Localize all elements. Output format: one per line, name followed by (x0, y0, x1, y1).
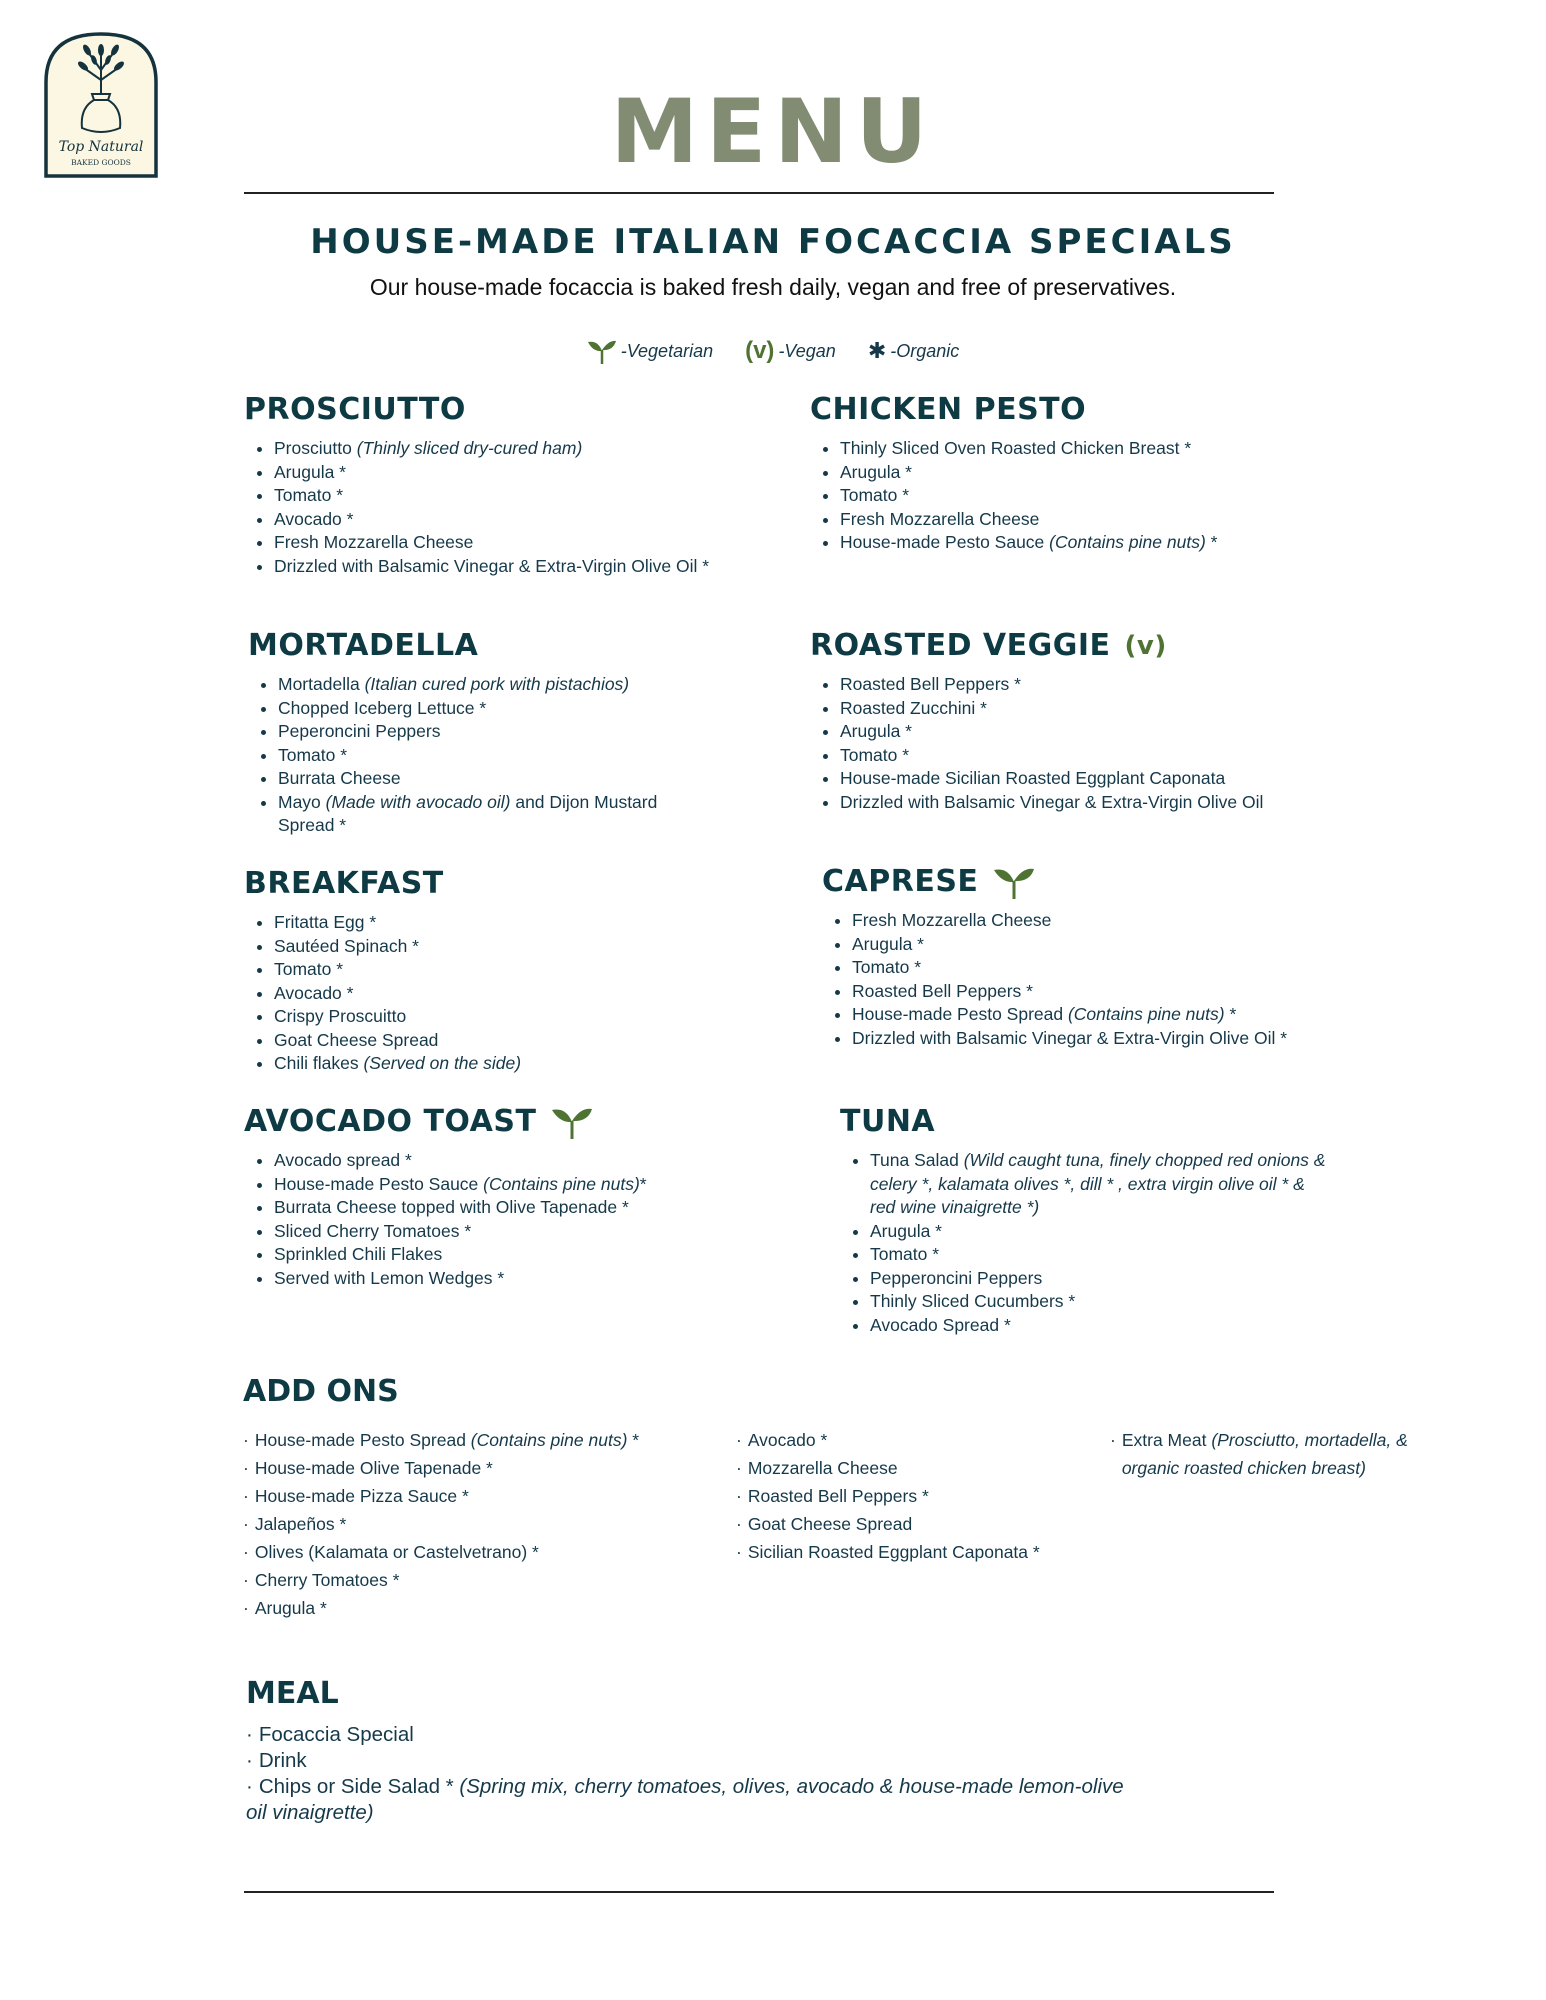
list-item (274, 484, 714, 508)
list-item (278, 767, 718, 791)
item-list (840, 1149, 1330, 1337)
section-chicken-pesto (810, 392, 1330, 555)
list-item (274, 437, 714, 461)
item-text: Tomato * (840, 485, 910, 505)
bullet-icon: · (243, 1570, 249, 1590)
list-item (278, 697, 718, 721)
item-text: Chili flakes (274, 1053, 364, 1073)
section-title (810, 628, 1330, 663)
item-text: House-made Sicilian Roasted Eggplant Caponata (840, 768, 1226, 788)
section-title: MORTADELLA (248, 628, 479, 663)
list-item (274, 461, 714, 485)
logo-brand-subtitle: BAKED GOODS (71, 158, 131, 167)
list-item (278, 673, 718, 697)
item-text: Avocado Spread * (870, 1314, 1011, 1335)
list-item (852, 956, 1342, 980)
item-text: Pepperoncini Peppers (870, 1267, 1043, 1288)
list-item (274, 1243, 724, 1267)
section-prosciutto (244, 392, 714, 578)
list-item (278, 744, 718, 768)
item-text: Sliced Cherry Tomatoes * (274, 1220, 472, 1241)
item-text: Fresh Mozzarella Cheese (840, 508, 1040, 529)
vegan-mark: (v) (745, 337, 775, 364)
list-row (243, 1426, 639, 1454)
item-text: Goat Cheese Spread (747, 1514, 913, 1534)
item-text: Mayo (278, 791, 326, 812)
list-item (274, 508, 714, 532)
item-text: Peperoncini Peppers (278, 721, 441, 741)
list-row (246, 1748, 1146, 1774)
item-text: Drizzled with Balsamic Vinegar & Extra-Virgin Olive Oil * (852, 1027, 1288, 1048)
bullet-icon: · (243, 1514, 249, 1534)
bullet-icon: · (243, 1458, 249, 1478)
list-item (274, 1029, 714, 1053)
item-note: (Served on the side) (363, 1053, 522, 1073)
bullet-icon: · (736, 1486, 742, 1506)
list-item (840, 767, 1330, 791)
list-item (840, 791, 1330, 815)
item-text: House-made Pesto Sauce (274, 1173, 484, 1194)
item-list (822, 909, 1342, 1050)
item-tail: * (1224, 1004, 1237, 1024)
legend-organic-label: -Organic (890, 340, 960, 361)
list-row (736, 1482, 1040, 1510)
item-text: Mortadella (278, 674, 365, 694)
list-item (840, 697, 1330, 721)
list-item (274, 935, 714, 959)
section-roasted-veggie (810, 628, 1330, 814)
list-item (852, 909, 1342, 933)
item-list (244, 1149, 724, 1290)
item-text: Fritatta Egg * (274, 912, 377, 932)
list-row (243, 1566, 639, 1594)
list-item (274, 1267, 724, 1291)
legend-vegetarian-label: -Vegetarian (620, 340, 714, 361)
item-text: Arugula * (840, 461, 912, 482)
item-note: (Thinly sliced dry-cured ham) (356, 438, 583, 458)
item-text: Arugula * (254, 1598, 327, 1618)
top-divider (244, 192, 1274, 194)
item-text: Sprinkled Chili Flakes (274, 1244, 443, 1264)
item-text: House-made Pesto Spread (852, 1004, 1068, 1024)
addons-title: ADD ONS (243, 1374, 399, 1409)
list-item (274, 958, 714, 982)
list-row (243, 1482, 639, 1510)
item-text: Drizzled with Balsamic Vinegar & Extra-Virgin Olive Oil (840, 791, 1264, 812)
item-note: (Prosciutto, mortadella, & (1211, 1430, 1408, 1450)
page-subtitle: HOUSE-MADE ITALIAN FOCACCIA SPECIALS (310, 222, 1236, 262)
item-text: Tomato * (840, 744, 910, 765)
list-row (736, 1538, 1040, 1566)
section-title: PROSCIUTTO (244, 392, 466, 427)
list-item (870, 1267, 1330, 1291)
list-row (736, 1426, 1040, 1454)
list-row (736, 1454, 1040, 1482)
bottom-divider (244, 1891, 1274, 1893)
item-text: Drink (258, 1749, 307, 1772)
section-title: CHICKEN PESTO (810, 392, 1087, 427)
sprout-icon (550, 1105, 594, 1139)
list-item (274, 982, 714, 1006)
list-item (870, 1220, 1330, 1244)
section-title (244, 1104, 724, 1139)
addons-column-3 (1110, 1426, 1408, 1482)
section-title: TUNA (840, 1104, 936, 1139)
item-text: Crispy Proscuitto (274, 1006, 407, 1026)
list-row (243, 1454, 639, 1482)
list-row (243, 1538, 639, 1566)
item-text: House-made Olive Tapenade * (254, 1458, 493, 1478)
section-title-text: ROASTED VEGGIE (810, 628, 1111, 663)
bullet-icon: · (1110, 1430, 1116, 1450)
list-item (852, 933, 1342, 957)
list-item (274, 1005, 714, 1029)
sprout-icon (587, 338, 617, 364)
item-text: Jalapeños * (254, 1514, 347, 1534)
list-item (274, 1220, 724, 1244)
item-list (244, 437, 714, 578)
item-note: (Contains pine nuts) (1067, 1004, 1225, 1024)
list-item (852, 1003, 1342, 1027)
legend-vegetarian (587, 338, 713, 364)
item-text: Fresh Mozzarella Cheese (274, 532, 474, 552)
section-title (822, 864, 1342, 899)
item-tail: * (639, 1173, 647, 1194)
list-item (274, 1052, 714, 1076)
item-list (810, 673, 1330, 814)
item-text: House-made Pesto Spread (254, 1430, 471, 1450)
list-item (278, 720, 718, 744)
sprout-icon (992, 865, 1036, 899)
organic-asterisk-icon: ✱ (867, 338, 887, 363)
list-row (246, 1722, 1146, 1748)
logo-brand-name: Top Natural (58, 139, 144, 155)
item-text: Burrata Cheese topped with Olive Tapenade * (274, 1197, 629, 1217)
item-text: Extra Meat (1121, 1430, 1212, 1450)
item-text: Tomato * (852, 957, 922, 977)
item-list (244, 911, 714, 1076)
addons-column-1 (243, 1426, 639, 1622)
section-mortadella (248, 628, 718, 838)
list-item (274, 1196, 724, 1220)
item-text: House-made Pizza Sauce * (254, 1486, 469, 1506)
item-text: Chopped Iceberg Lettuce * (278, 697, 487, 718)
item-text: Tomato * (870, 1244, 940, 1264)
item-text: Thinly Sliced Oven Roasted Chicken Breast * (840, 438, 1192, 458)
item-note: (Contains pine nuts) (483, 1173, 640, 1194)
item-text: Tuna Salad (870, 1150, 964, 1170)
item-text: Goat Cheese Spread (274, 1029, 439, 1050)
bullet-icon: · (736, 1430, 742, 1450)
bullet-icon: · (243, 1598, 249, 1618)
item-text: Tomato * (274, 485, 344, 505)
list-row (243, 1510, 639, 1538)
list-item (274, 531, 714, 555)
list-item (840, 461, 1330, 485)
list-item (840, 508, 1330, 532)
item-text: Arugula * (274, 461, 346, 482)
item-note: (Contains pine nuts) (470, 1430, 628, 1450)
item-text: Cherry Tomatoes * (254, 1570, 400, 1590)
section-title: BREAKFAST (244, 866, 444, 901)
list-item (852, 980, 1342, 1004)
legend-vegan (745, 337, 836, 365)
item-note: (Italian cured pork with pistachios) (364, 674, 630, 694)
vegan-badge: (v) (1124, 630, 1167, 661)
section-caprese (822, 864, 1342, 1050)
item-text: Chips or Side Salad * (258, 1775, 460, 1798)
bullet-icon: · (736, 1542, 742, 1562)
bullet-icon: · (736, 1514, 742, 1534)
bullet-icon: · (246, 1775, 253, 1798)
legend-organic (868, 338, 959, 364)
item-text: Tomato * (274, 959, 344, 979)
list-item (870, 1290, 1330, 1314)
item-text: Tomato * (278, 744, 348, 765)
list-item (278, 791, 718, 838)
item-text: Burrata Cheese (278, 768, 401, 788)
section-tuna (840, 1104, 1330, 1337)
item-note: (Contains pine nuts) (1049, 532, 1206, 552)
item-tail: * (627, 1430, 640, 1450)
item-text: House-made Pesto Sauce (840, 532, 1050, 552)
item-text: Avocado spread * (274, 1150, 412, 1170)
dietary-legend (0, 337, 1546, 365)
list-item (840, 437, 1330, 461)
item-note: (Wild caught tuna, finely chopped red onions & celery *, kalamata olives *, dill * , extra virgin olive oil * & red wine vinaigrette *) (870, 1150, 1326, 1217)
list-item (840, 673, 1330, 697)
item-text: Arugula * (870, 1220, 942, 1241)
list-item (870, 1243, 1330, 1267)
list-item (274, 911, 714, 935)
bullet-icon: · (246, 1723, 253, 1746)
bullet-icon: · (736, 1458, 742, 1478)
list-item (852, 1027, 1342, 1051)
list-row (736, 1510, 1040, 1538)
item-text: Roasted Zucchini * (840, 697, 987, 718)
list-item (274, 555, 714, 579)
item-text: Arugula * (840, 721, 912, 741)
list-item (870, 1314, 1330, 1338)
item-text: Sautéed Spinach * (274, 935, 419, 956)
page-title: MENU (610, 80, 936, 183)
bullet-icon: · (246, 1749, 253, 1772)
bullet-icon: · (243, 1430, 249, 1450)
item-tail: and Dijon Mustard Spread * (278, 791, 658, 835)
list-item (870, 1149, 1330, 1220)
item-text: Avocado * (274, 982, 354, 1003)
list-row (1110, 1454, 1408, 1482)
list-row (243, 1594, 639, 1622)
item-text: Mozzarella Cheese (747, 1458, 898, 1478)
section-title-text: AVOCADO TOAST (244, 1104, 537, 1139)
item-text: Sicilian Roasted Eggplant Caponata * (747, 1542, 1040, 1562)
item-tail: * (1205, 532, 1218, 552)
item-text: Focaccia Special (258, 1723, 414, 1746)
item-list (810, 437, 1330, 555)
item-list (248, 673, 718, 838)
item-text: Drizzled with Balsamic Vinegar & Extra-Virgin Olive Oil * (274, 555, 710, 576)
list-item (274, 1173, 724, 1197)
item-text: Prosciutto (274, 438, 357, 458)
item-text: Roasted Bell Peppers * (852, 980, 1033, 1001)
bullet-icon: · (243, 1486, 249, 1506)
list-row (1110, 1426, 1408, 1454)
list-row (246, 1774, 1146, 1826)
section-breakfast (244, 866, 714, 1076)
bullet-icon: · (243, 1542, 249, 1562)
item-text: Served with Lemon Wedges * (274, 1267, 505, 1288)
item-note: (Made with avocado oil) (325, 791, 511, 812)
item-text: Arugula * (852, 933, 924, 954)
item-text: Roasted Bell Peppers * (840, 674, 1021, 694)
tagline: Our house-made focaccia is baked fresh daily, vegan and free of preservatives. (369, 274, 1177, 300)
addons-column-2 (736, 1426, 1040, 1566)
list-item (840, 720, 1330, 744)
item-text: Olives (Kalamata or Castelvetrano) * (254, 1542, 539, 1562)
section-avocado-toast (244, 1104, 724, 1290)
item-text: Roasted Bell Peppers * (747, 1486, 929, 1506)
item-text: Avocado * (747, 1430, 828, 1450)
list-item (840, 531, 1330, 555)
section-title-text: CAPRESE (822, 864, 979, 899)
meal-title: MEAL (246, 1676, 339, 1711)
list-item (840, 484, 1330, 508)
list-item (274, 1149, 724, 1173)
item-text: Thinly Sliced Cucumbers * (870, 1291, 1076, 1311)
item-text: Avocado * (274, 508, 354, 529)
legend-vegan-label: -Vegan (778, 340, 836, 361)
item-note: (Spring mix, cherry tomatoes, olives, avocado & house-made lemon-olive oil vinaigrette) (246, 1775, 1124, 1824)
item-text: Fresh Mozzarella Cheese (852, 910, 1052, 930)
list-item (840, 744, 1330, 768)
meal-list (246, 1722, 1146, 1826)
item-note: organic roasted chicken breast) (1121, 1458, 1366, 1478)
